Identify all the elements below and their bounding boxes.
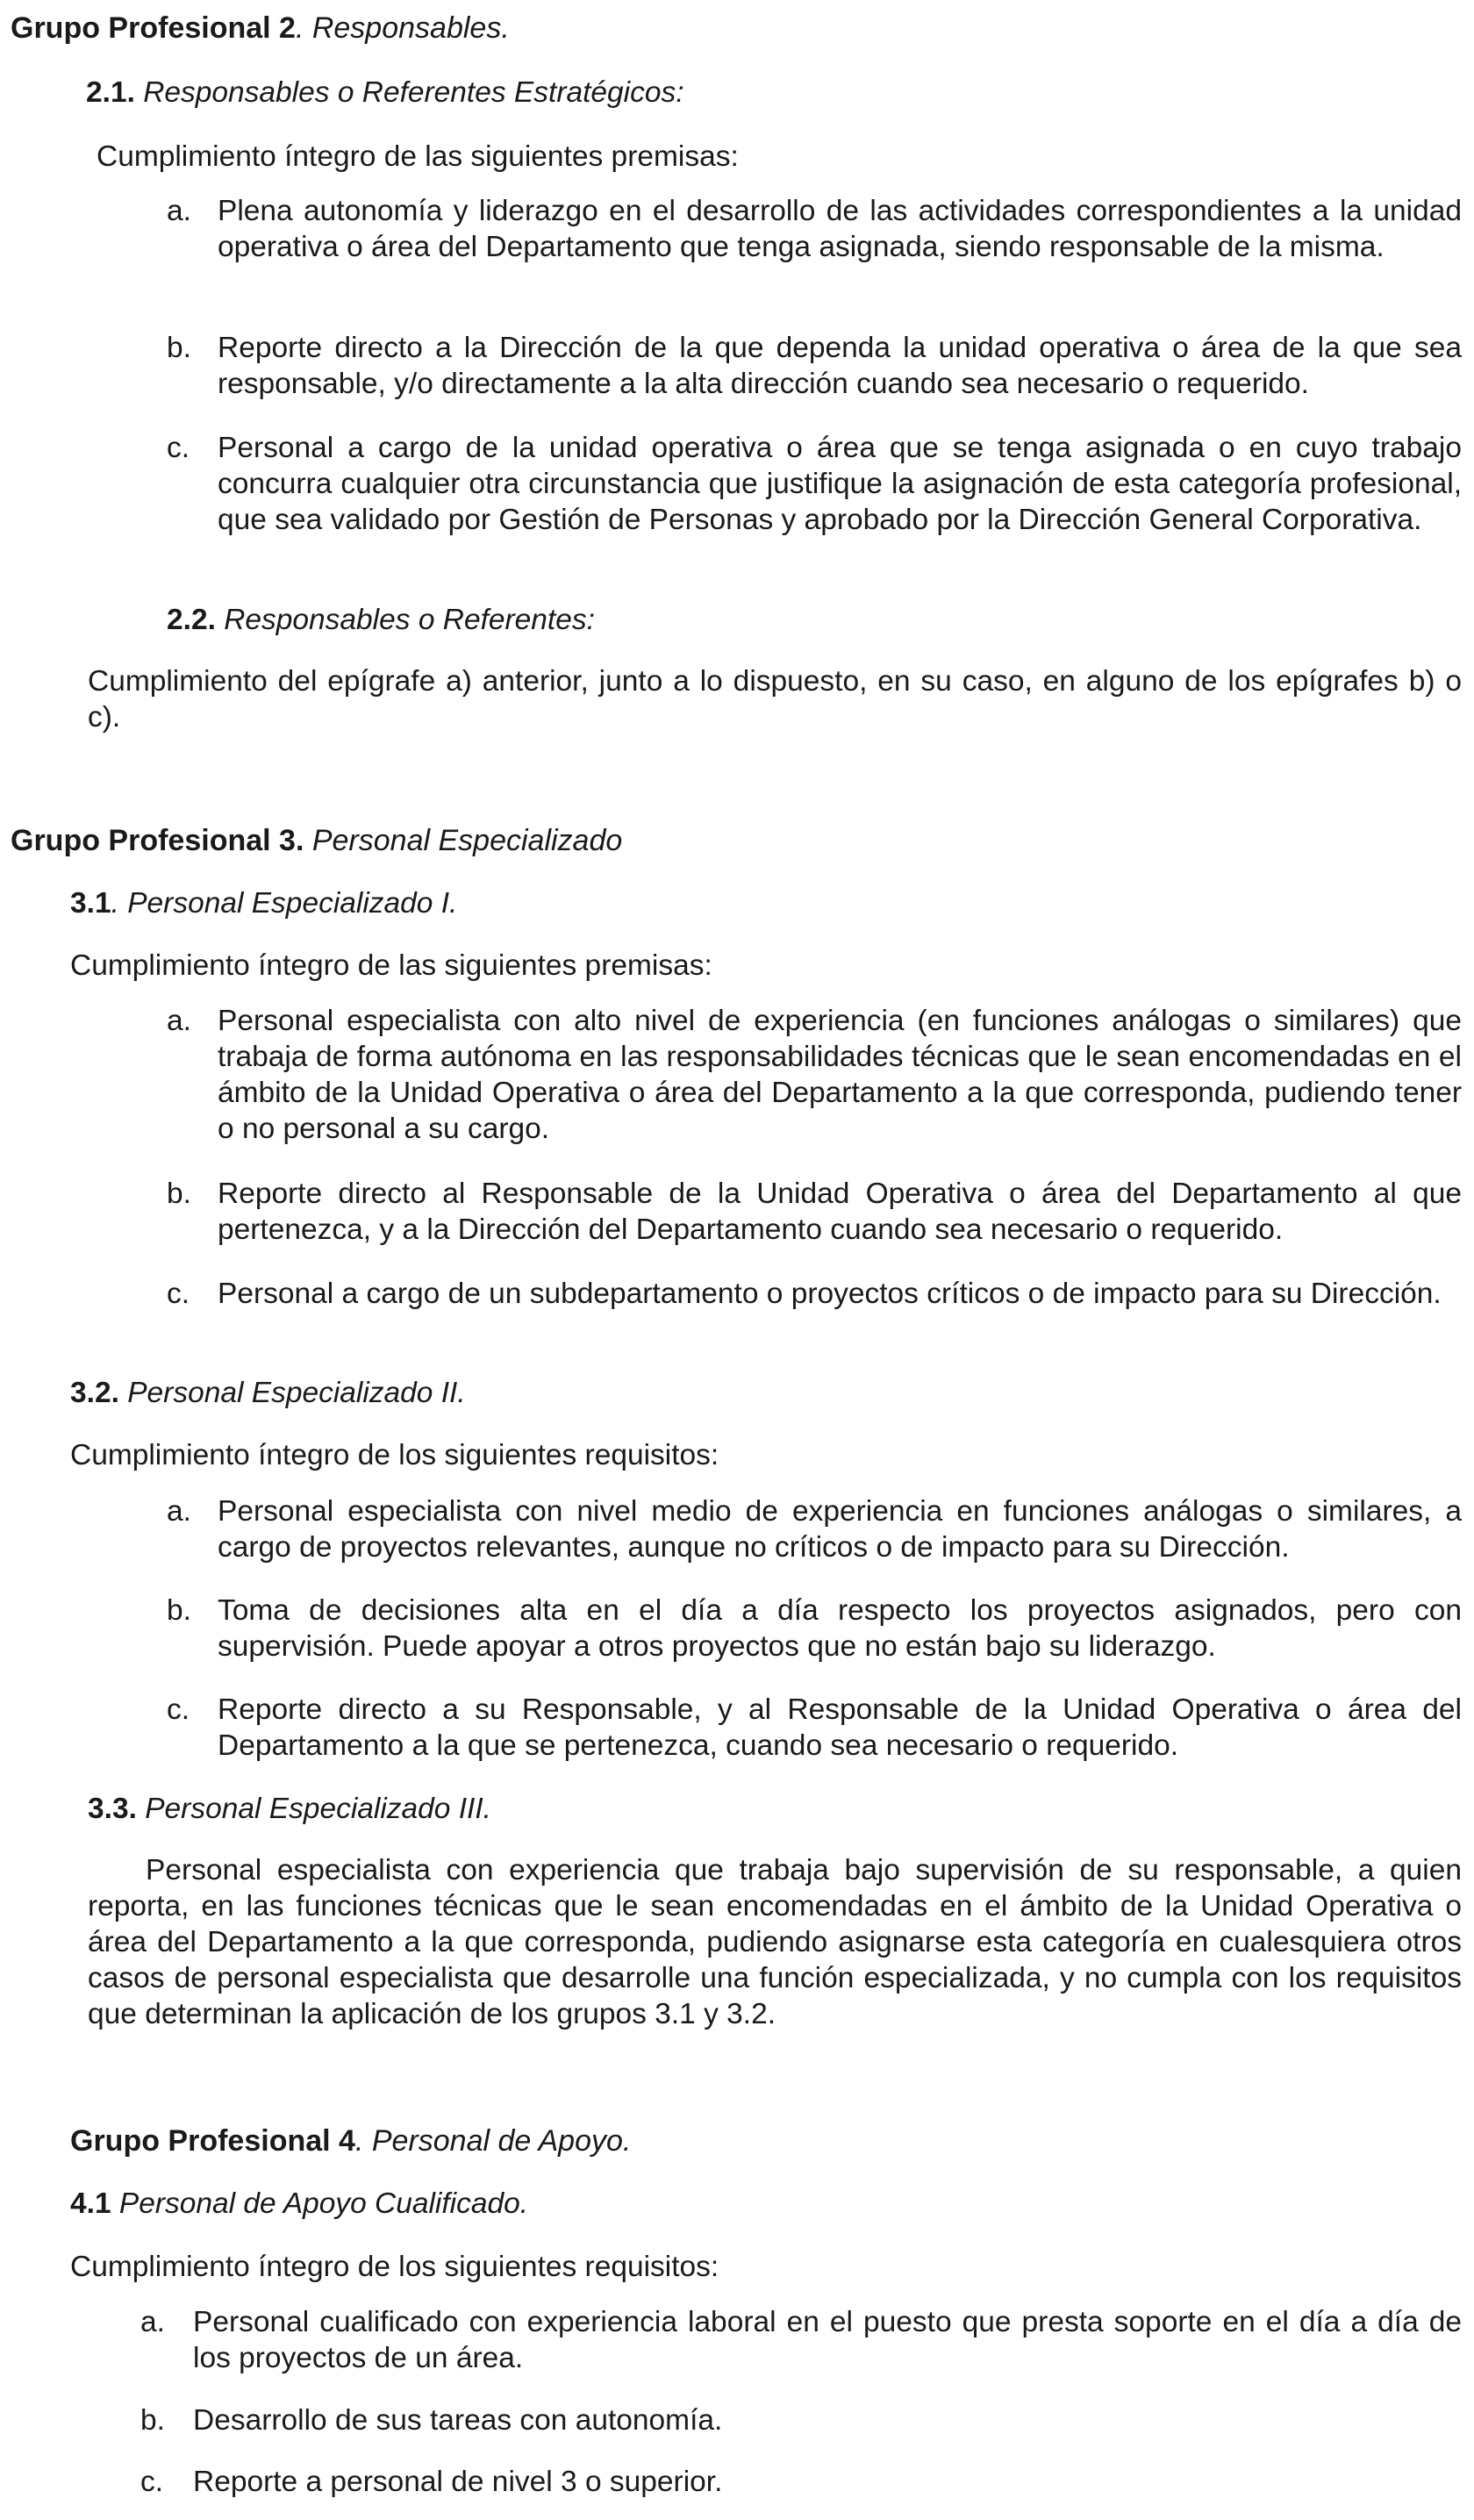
section-3-1-item-a	[167, 1003, 1462, 1149]
section-3-1-item-c	[167, 1276, 1462, 1349]
item-marker: c.	[167, 432, 190, 464]
item-text: Personal especialista con alto nivel de experiencia (en funciones análogas o similares) que trabaja de forma autónoma en las responsabilidades técnicas que le sean encomendadas en el ámbito de la Unidad Operativa o área del Departamento a la que corresponda, pudiendo tener o no personal a su cargo.	[218, 1005, 1462, 1145]
section-2-1-item-c	[167, 430, 1462, 574]
item-text: Toma de decisiones alta en el día a día respecto los proyectos asignados, pero con supervisión. Puede apoyar a otros proyectos que no están bajo su liderazgo.	[218, 1594, 1462, 1663]
section-4-1-item-c	[140, 2464, 1462, 2501]
item-text: Plena autonomía y liderazgo en el desarrollo de las actividades correspondientes a la unidad operativa o área del Departamento que tenga asignada, siendo responsable de la misma.	[218, 195, 1462, 263]
section-3-3-body: Personal especialista con experiencia que trabaja bajo supervisión de su responsable, a quien reporta, en las funciones técnicas que le sean encomendadas en el ámbito de la Unidad Operativa o área del Departamento a la que corresponda, pudiendo asignarse esta categoría en cualesquiera otros casos de personal especialista que desarrolle una función especializada, y no cumpla con los requisitos que determinan la aplicación de los grupos 3.1 y 3.2.	[88, 1854, 1462, 2030]
section-3-1-intro: Cumplimiento íntegro de las siguientes premisas:	[70, 949, 712, 982]
section-4-1-number: 4.1	[70, 2187, 111, 2220]
group-4-label: Grupo Profesional 4	[70, 2124, 355, 2158]
section-3-1-heading	[70, 885, 457, 921]
section-3-2-item-a	[167, 1493, 1462, 1567]
item-text: Reporte directo a su Responsable, y al Responsable de la Unidad Operativa o área del Departamento a la que se pertenezca, cuando sea necesario o requerido.	[218, 1693, 1462, 1762]
item-text: Personal a cargo de la unidad operativa o área que se tenga asignada o en cuyo trabajo concurra cualquier otra circunstancia que justifique la asignación de esta categoría profesional, que sea validado por Gestión de Personas y aprobado por la Dirección General Corporativa.	[218, 432, 1462, 536]
item-marker: b.	[167, 1178, 191, 1210]
item-marker: a.	[140, 2306, 165, 2338]
item-marker: c.	[140, 2466, 164, 2498]
section-3-2-item-b	[167, 1593, 1462, 1666]
section-2-1-title: Responsables o Referentes Estratégicos:	[143, 76, 684, 109]
group-4-title: . Personal de Apoyo.	[354, 2124, 632, 2158]
item-marker: b.	[167, 332, 191, 364]
section-4-1-title: Personal de Apoyo Cualificado.	[118, 2187, 529, 2220]
group-3-title: Personal Especializado	[311, 824, 623, 857]
item-text: Reporte a personal de nivel 3 o superior.	[193, 2466, 723, 2498]
section-2-1-intro: Cumplimiento íntegro de las siguientes premisas:	[97, 140, 739, 173]
section-2-1-item-a	[167, 193, 1462, 303]
item-text: Desarrollo de sus tareas con autonomía.	[193, 2404, 723, 2437]
item-marker: c.	[167, 1278, 190, 1310]
item-text: Personal a cargo de un subdepartamento o proyectos críticos o de impacto para su Dirección.	[218, 1278, 1442, 1310]
section-4-1-item-b	[140, 2402, 1462, 2439]
section-2-1-heading	[86, 75, 684, 111]
section-2-2-heading	[167, 602, 595, 638]
item-text: Reporte directo a la Dirección de la que dependa la unidad operativa o área de la que sea responsable, y/o directamente a la alta dirección cuando sea necesario o requerido.	[218, 332, 1462, 400]
section-3-3-heading	[88, 1791, 491, 1827]
section-3-2-number: 3.2.	[70, 1377, 119, 1409]
section-3-2-intro: Cumplimiento íntegro de los siguientes requisitos:	[70, 1439, 719, 1471]
group-4-heading	[70, 2123, 631, 2158]
group-2-heading	[11, 11, 510, 46]
item-marker: b.	[167, 1594, 191, 1627]
section-2-1-item-b	[167, 330, 1462, 404]
section-3-1-number: 3.1	[70, 887, 111, 920]
section-3-3-title: Personal Especializado III.	[145, 1793, 491, 1825]
section-4-1-heading	[70, 2186, 528, 2222]
item-text: Reporte directo al Responsable de la Unidad Operativa o área del Departamento al que pertenezca, y a la Dirección del Departamento cuando sea necesario o requerido.	[218, 1178, 1462, 1246]
group-3-heading	[11, 823, 622, 858]
item-marker: c.	[167, 1693, 190, 1726]
section-3-1-title: . Personal Especializado I.	[111, 887, 458, 920]
group-3-label: Grupo Profesional 3.	[11, 824, 304, 857]
section-3-3-number: 3.3.	[88, 1793, 137, 1825]
group-2-label: Grupo Profesional 2	[11, 11, 296, 45]
item-text: Personal cualificado con experiencia laboral en el puesto que presta soporte en el día a día de los proyectos de un área.	[193, 2306, 1462, 2374]
section-4-1-item-a	[140, 2304, 1462, 2378]
section-2-2-number: 2.2.	[167, 604, 216, 636]
group-2-title: . Responsables.	[295, 11, 510, 45]
section-3-2-title: Personal Especializado II.	[127, 1377, 466, 1409]
section-2-2-title: Responsables o Referentes:	[224, 604, 595, 636]
section-3-2-item-c	[167, 1692, 1462, 1765]
item-marker: b.	[140, 2404, 165, 2437]
section-2-1-number: 2.1.	[86, 76, 135, 109]
item-marker: a.	[167, 195, 191, 227]
section-3-1-item-b	[167, 1176, 1462, 1249]
section-4-1-intro: Cumplimiento íntegro de los siguientes requisitos:	[70, 2251, 719, 2283]
section-2-2-body: Cumplimiento del epígrafe a) anterior, junto a lo dispuesto, en su caso, en alguno de los epígrafes b) o c).	[88, 665, 1462, 734]
item-text: Personal especialista con nivel medio de experiencia en funciones análogas o similares, a cargo de proyectos relevantes, aunque no críticos o de impacto para su Dirección.	[218, 1495, 1462, 1564]
item-marker: a.	[167, 1495, 191, 1528]
section-3-2-heading	[70, 1375, 466, 1411]
item-marker: a.	[167, 1005, 191, 1037]
